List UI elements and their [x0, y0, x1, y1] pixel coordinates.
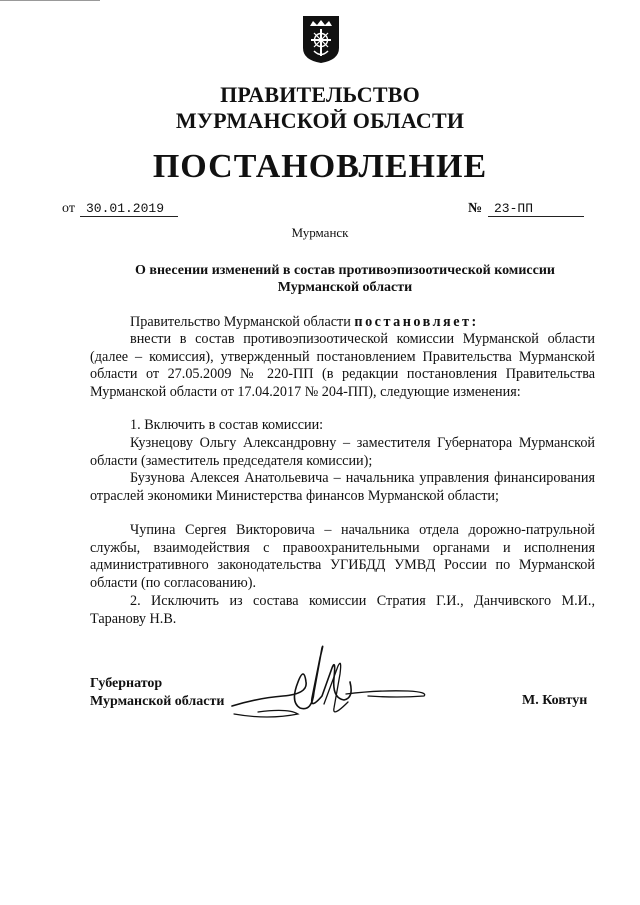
item-1: 1. Включить в состав комиссии: [130, 417, 324, 433]
document-type-title: ПОСТАНОВЛЕНИЕ [152, 148, 488, 185]
subject-line1: О внесении изменений в состав противоэпизоотической комиссии [135, 263, 555, 278]
person-kuznetsova: Кузнецову Ольгу Александровну – заместителя Губернатора Мурманской области (заместитель председателя комиссии); [90, 435, 595, 469]
signatory-name: М. Ковтун [522, 693, 588, 708]
document-number: 23-ПП [494, 201, 534, 216]
handwritten-signature [228, 638, 528, 728]
document-subject [110, 262, 580, 296]
date-underline [80, 216, 178, 217]
decree-intro [90, 314, 595, 332]
city-name: Мурманск [291, 225, 349, 240]
person-buzunov: Бузунова Алексея Анатольевича – начальника управления финансирования отраслей экономики Министерства финансов Мурманской области; [90, 470, 595, 504]
signatory-title-line2: Мурманской области [90, 694, 225, 709]
signatory-title-line1: Губернатор [90, 676, 163, 691]
coat-of-arms-emblem [301, 14, 341, 64]
decree-intro-text: Правительство Мурманской области [130, 314, 351, 330]
org-name-line2: МУРМАНСКОЙ ОБЛАСТИ [175, 108, 465, 133]
date-prefix: от [62, 201, 75, 216]
subject-line2: Мурманской области [277, 280, 413, 295]
org-name-line1: ПРАВИТЕЛЬСТВО [220, 82, 420, 107]
person-chupin: Чупина Сергея Викторовича – начальника отдела дорожно-патрульной службы, взаимодействия с правоохранительными органами и исполнения административного законодательства УГИБДД УМВД России по Мурманской области (по согласованию). [90, 522, 595, 591]
item-2: 2. Исключить из состава комиссии Стратия Г.И., Данчивского М.И., Таранову Н.В. [90, 593, 595, 627]
number-prefix: № [468, 201, 483, 216]
signatory-title [90, 675, 224, 711]
scan-edge-line [0, 0, 100, 1]
paragraph-main: внести в состав противоэпизоотической комиссии Мурманской области (далее – комиссия), утвержденный постановлением Правительства Мурманской области от 27.05.2009 № 220-ПП (в редакции постановления Правительства Мурманской области от 17.04.2017 № 204-ПП), следующие изменения: [90, 331, 595, 400]
decree-word: постановляет: [354, 314, 479, 330]
number-underline [488, 216, 584, 217]
document-date: 30.01.2019 [86, 201, 165, 216]
